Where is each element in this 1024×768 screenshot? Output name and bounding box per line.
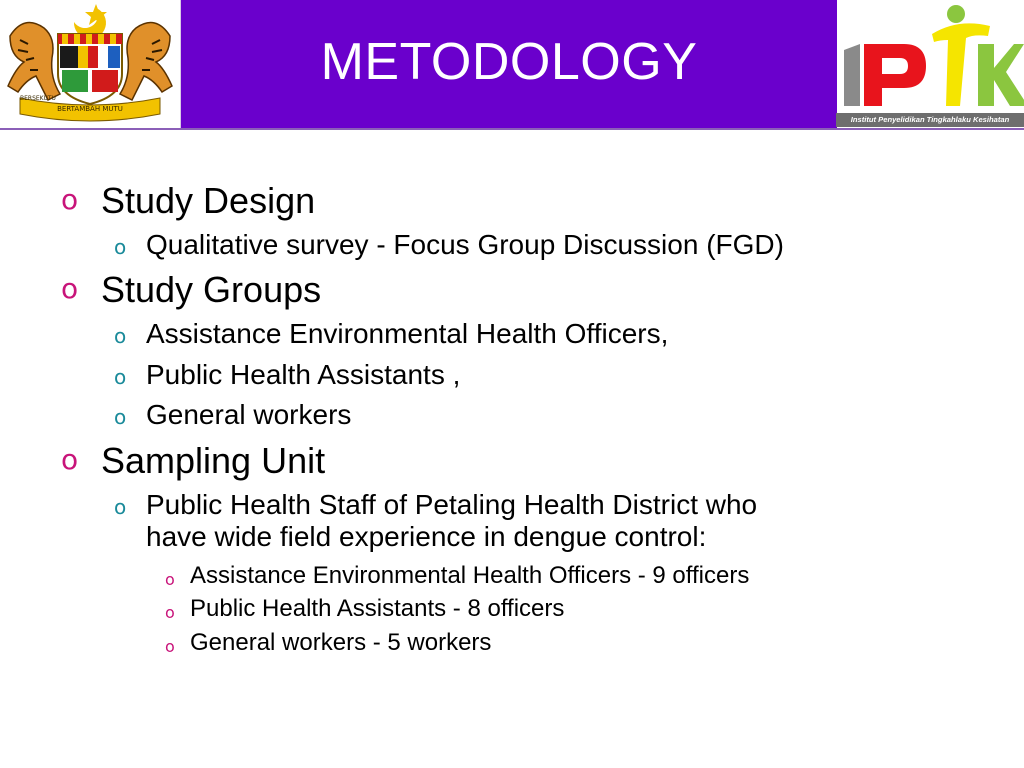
sub-bullet-text: Public Health Assistants , xyxy=(146,359,461,390)
motto-top-art: BERSEKUTU xyxy=(20,95,56,102)
sub-bullet-aeho xyxy=(114,318,669,350)
sub-bullet-text: General workers xyxy=(146,399,352,430)
sub-bullet-marker: o xyxy=(114,495,127,519)
sub-bullet-text-line1: Public Health Staff of Petaling Health District who xyxy=(146,489,758,520)
sub-bullet-qualitative-survey xyxy=(114,229,784,261)
sub-bullet-general-workers xyxy=(114,399,352,431)
sub-sub-bullet-text: Assistance Environmental Health Officers - 9 officers xyxy=(190,562,750,589)
sub-sub-bullet-marker: o xyxy=(165,637,175,656)
bullet-marker: o xyxy=(61,443,79,476)
sub-bullet-marker: o xyxy=(114,324,127,348)
sub-sub-bullet-workers-count xyxy=(165,628,492,658)
bullet-text: Study Groups xyxy=(101,269,322,310)
iptk-caption: Institut Penyelidikan Tingkahlaku Kesihatan xyxy=(836,113,1024,127)
sub-bullet-text: Qualitative survey - Focus Group Discussion (FGD) xyxy=(146,229,784,260)
sub-sub-bullet-text: General workers - 5 workers xyxy=(190,629,492,656)
sub-bullet-pha xyxy=(114,359,461,391)
sub-sub-bullet-aeho-count xyxy=(165,561,750,591)
sub-bullet-marker: o xyxy=(114,235,127,259)
bullet-text: Sampling Unit xyxy=(101,440,326,481)
sub-sub-bullet-text: Public Health Assistants - 8 officers xyxy=(190,595,565,622)
sub-bullet-marker: o xyxy=(114,365,127,389)
sub-sub-bullet-marker: o xyxy=(165,603,175,622)
sub-bullet-public-health-staff xyxy=(114,489,758,521)
sub-sub-bullet-marker: o xyxy=(165,570,175,589)
bullet-marker: o xyxy=(61,183,79,216)
motto-bottom-art: BERTAMBAH MUTU xyxy=(57,105,123,113)
bullet-text: Study Design xyxy=(101,180,316,221)
bullet-study-groups xyxy=(61,269,322,310)
sub-bullet-public-health-staff-cont xyxy=(146,521,706,553)
sub-sub-bullet-pha-count xyxy=(165,594,565,624)
sub-bullet-text-line2: have wide field experience in dengue control: xyxy=(146,521,707,552)
slide-title: METODOLOGY xyxy=(320,33,698,91)
bullet-sampling-unit xyxy=(61,440,326,481)
bullet-study-design xyxy=(61,180,316,221)
bullet-marker: o xyxy=(61,272,79,305)
sub-bullet-text: Assistance Environmental Health Officers, xyxy=(146,318,669,349)
sub-bullet-marker: o xyxy=(114,405,127,429)
